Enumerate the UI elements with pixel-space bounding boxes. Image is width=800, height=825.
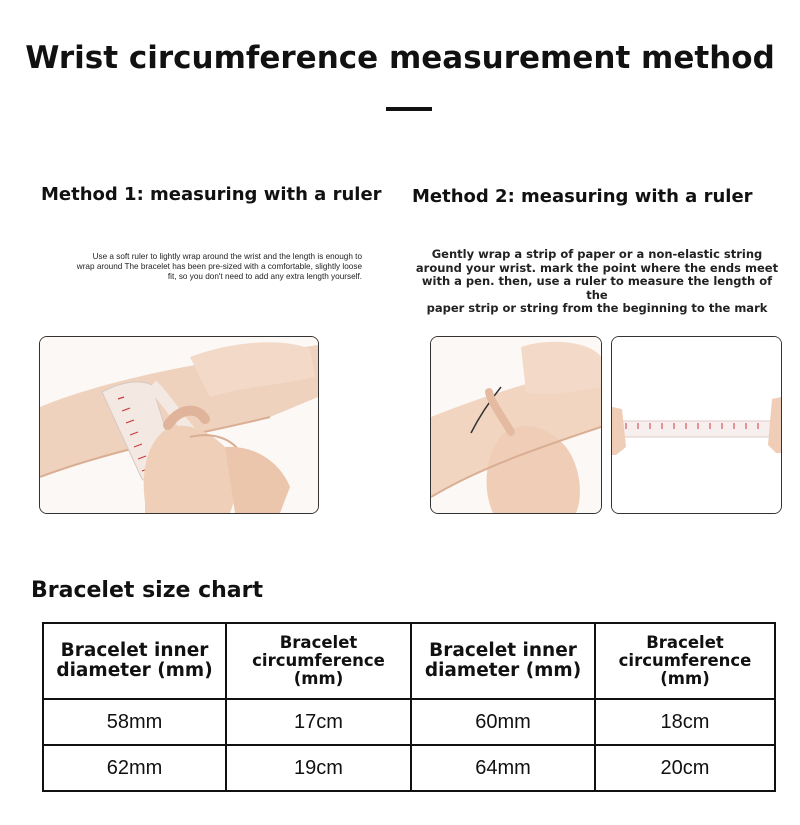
table-cell: 20cm (595, 745, 775, 791)
table-header-row (43, 623, 775, 699)
table-cell: 19cm (226, 745, 411, 791)
method-1-line: fit, so you don't need to add any extra length yourself. (167, 272, 362, 281)
photo-ruler-measure (611, 336, 782, 514)
page-title: Wrist circumference measurement method (25, 40, 775, 76)
method-1-heading: Method 1: measuring with a ruler (41, 184, 382, 205)
method-2-line: around your wrist. mark the point where the ends meet (415, 260, 779, 275)
method-2-heading: Method 2: measuring with a ruler (412, 186, 753, 207)
table-row (43, 699, 775, 745)
method-2-line: paper strip or string from the beginning to the mark (426, 301, 768, 316)
method-1-description (10, 252, 362, 282)
table-row (43, 745, 775, 791)
ruler-illustration (612, 337, 781, 513)
method-2-line: with a pen. then, use a ruler to measure the length of the (421, 274, 773, 302)
table-cell: 58mm (43, 699, 226, 745)
string-wrist-illustration (431, 337, 601, 513)
table-cell: 17cm (226, 699, 411, 745)
method-2-line: Gently wrap a strip of paper or a non-elastic string (431, 247, 763, 261)
table-cell: 18cm (595, 699, 775, 745)
header-circumference: Bracelet circumference (mm) (595, 623, 775, 699)
header-inner-diameter: Bracelet inner diameter (mm) (43, 623, 226, 699)
size-chart-title: Bracelet size chart (31, 578, 263, 603)
header-inner-diameter: Bracelet inner diameter (mm) (411, 623, 595, 699)
photo-tape-measure-wrist (39, 336, 319, 514)
table-cell: 60mm (411, 699, 595, 745)
method-1-line: wrap around The bracelet has been pre-sized with a comfortable, slightly loose (76, 262, 362, 271)
method-2-description (412, 248, 782, 316)
title-divider (386, 107, 432, 111)
table-cell: 64mm (411, 745, 595, 791)
tape-measure-illustration (40, 337, 318, 513)
photo-string-wrist (430, 336, 602, 514)
header-circumference: Bracelet circumference (mm) (226, 623, 411, 699)
table-cell: 62mm (43, 745, 226, 791)
size-chart-table (42, 622, 776, 792)
method-1-line: Use a soft ruler to lightly wrap around the wrist and the length is enough to (92, 252, 362, 261)
